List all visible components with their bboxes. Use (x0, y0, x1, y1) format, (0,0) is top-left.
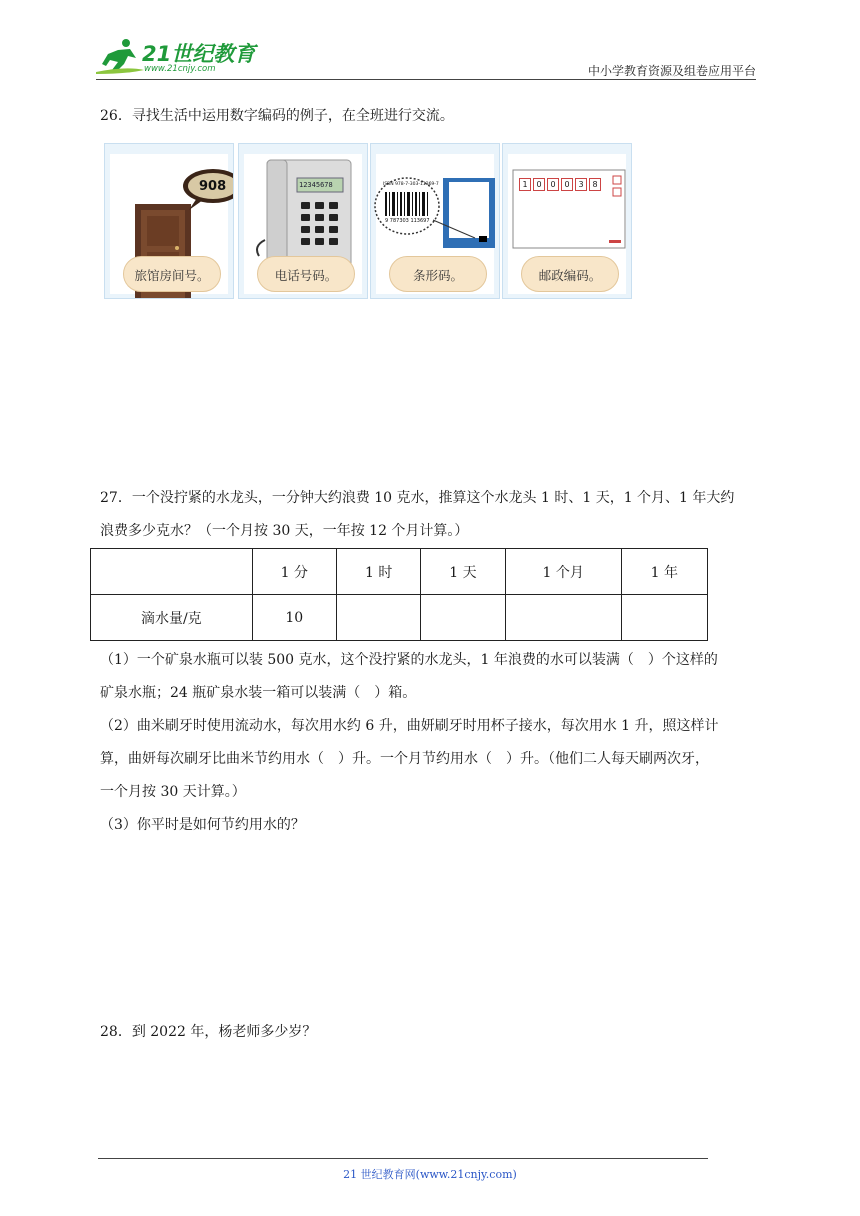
table-header-cell: 1 天 (421, 549, 505, 595)
question-27-part-1-line-2: 矿泉水瓶；24 瓶矿泉水装一箱可以装满（ ）箱。 (100, 685, 417, 701)
table-row-label: 滴水量/克 (91, 595, 253, 641)
question-27-part-3: （3）你平时是如何节约用水的？ (100, 817, 305, 833)
phone-display: 12345678 (299, 181, 333, 189)
table-answer-cell[interactable] (421, 595, 505, 641)
table-answer-cell[interactable] (336, 595, 420, 641)
postal-digit: 0 (547, 178, 559, 191)
question-27-part-2-line-1: （2）曲米刷牙时使用流动水，每次用水约 6 升，曲妍刷牙时用杯子接水，每次用水 1 升，照这样计 (100, 718, 719, 734)
room-number: 908 (199, 179, 227, 194)
barcode-top-text: ISBN 978-7-303-11369-7 (383, 182, 439, 187)
table-header-row (91, 549, 708, 595)
picture-card-postal-code (502, 143, 632, 299)
postal-digit: 8 (589, 178, 601, 191)
table-row (91, 595, 708, 641)
question-26: 26．寻找生活中运用数字编码的例子，在全班进行交流。 (100, 108, 454, 124)
postal-digit: 3 (575, 178, 587, 191)
postal-digit: 0 (533, 178, 545, 191)
card-label: 邮政编码。 (538, 268, 602, 283)
card-label: 条形码。 (412, 268, 463, 283)
card-label: 电话号码。 (274, 268, 338, 283)
label-bubble (389, 256, 487, 292)
question-27-part-2-line-2: 算，曲妍每次刷牙比曲米节约用水（ ）升。一个月节约用水（ ）升。（他们二人每天刷两次牙， (100, 751, 709, 767)
table-header-cell: 1 年 (621, 549, 707, 595)
barcode-bottom-text: 9 787303 113697 (385, 218, 430, 224)
question-27-part-2-line-3: 一个月按 30 天计算。） (100, 784, 246, 800)
platform-name: 中小学教育资源及组卷应用平台 (587, 64, 756, 78)
header-divider (96, 79, 756, 80)
question-27-line-2: 浪费多少克水？（一个月按 30 天，一年按 12 个月计算。） (100, 523, 469, 539)
footer-divider (98, 1158, 708, 1159)
question-27-part-1-line-1: （1）一个矿泉水瓶可以装 500 克水，这个没拧紧的水龙头，1 年浪费的水可以装满（ ）个这样的 (100, 652, 718, 668)
table-answer-cell[interactable] (621, 595, 707, 641)
card-label: 旅馆房间号。 (134, 268, 210, 283)
postal-digit: 0 (561, 178, 573, 191)
label-bubble (257, 256, 355, 292)
table-cell: 10 (252, 595, 336, 641)
table-header-cell: 1 个月 (505, 549, 621, 595)
table-answer-cell[interactable] (505, 595, 621, 641)
question-28: 28．到 2022 年，杨老师多少岁？ (100, 1024, 317, 1040)
postal-code-boxes (519, 178, 601, 191)
footer-link[interactable]: 21 世纪教育网(www.21cnjy.com) (343, 1168, 517, 1181)
picture-card-phone-number (238, 143, 368, 299)
runner-icon (96, 39, 144, 74)
picture-card-room-number (104, 143, 234, 299)
picture-card-barcode (370, 143, 500, 299)
table-header-cell: 1 时 (336, 549, 420, 595)
question-27-line-1: 27．一个没拧紧的水龙头，一分钟大约浪费 10 克水，推算这个水龙头 1 时、1 天，1 个月、1 年大约 (100, 490, 735, 506)
postal-digit: 1 (519, 178, 531, 191)
water-waste-table (90, 548, 708, 641)
table-header-cell (91, 549, 253, 595)
label-bubble (123, 256, 221, 292)
logo-url: www.21cnjy.com (144, 64, 216, 74)
table-header-cell: 1 分 (252, 549, 336, 595)
label-bubble (521, 256, 619, 292)
logo-text: 21世纪教育 (142, 42, 256, 66)
